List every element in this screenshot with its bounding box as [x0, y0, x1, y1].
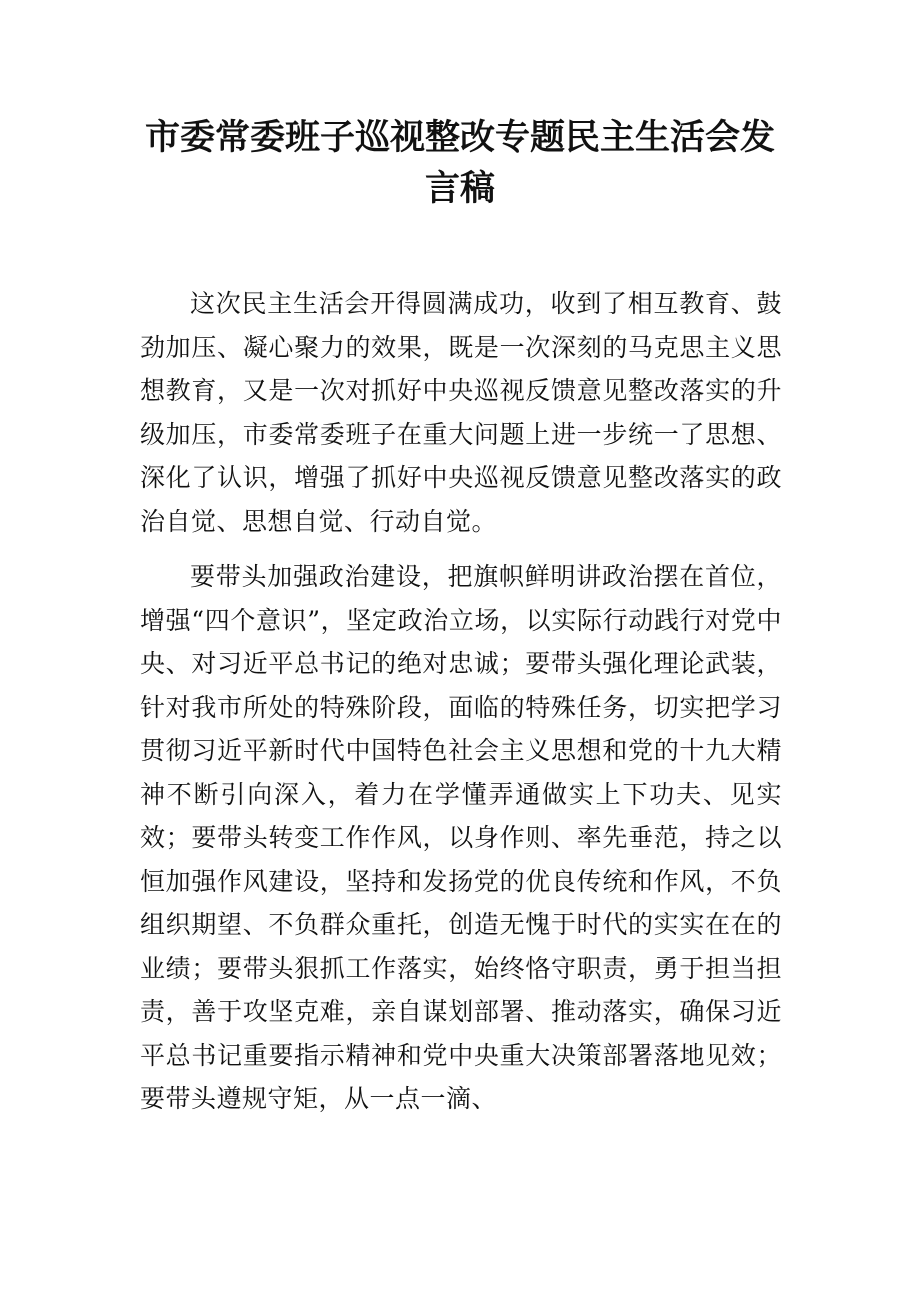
document-title: 市委常委班子巡视整改专题民主生活会发言稿 — [144, 117, 775, 209]
paragraph-2: 要带头加强政治建设，把旗帜鲜明讲政治摆在首位，增强“四个意识”，坚定政治立场，以实际行动践行对党中央、对习近平总书记的绝对忠诚；要带头强化理论武装，针对我市所处的特殊阶段，面临的特殊任务，切实把学习贯彻习近平新时代中国特色社会主义思想和党的十九大精神不断引向深入，着力在学懂弄通做实上下功夫、见实效；要带头转变工作作风，以身作则、率先垂范，持之以恒加强作风建设，坚持和发扬党的优良传统和作风，不负组织期望、不负群众重托，创造无愧于时代的实实在在的业绩；要带头狠抓工作落实，始终恪守职责，勇于担当担责，善于攻坚克难，亲自谋划部署、推动落实，确保习近平总书记重要指示精神和党中央重大决策部署落地见效；要带头遵规守矩，从一点一滴、 — [140, 562, 782, 1113]
paragraph-1: 这次民主生活会开得圆满成功，收到了相互教育、鼓劲加压、凝心聚力的效果，既是一次深刻的马克思主义思想教育，又是一次对抓好中央巡视反馈意见整改落实的升级加压，市委常委班子在重大问题上进一步统一了思想、深化了认识，增强了抓好中央巡视反馈意见整改落实的政治自觉、思想自觉、行动自觉。 — [140, 289, 782, 536]
document-body — [140, 282, 782, 1133]
